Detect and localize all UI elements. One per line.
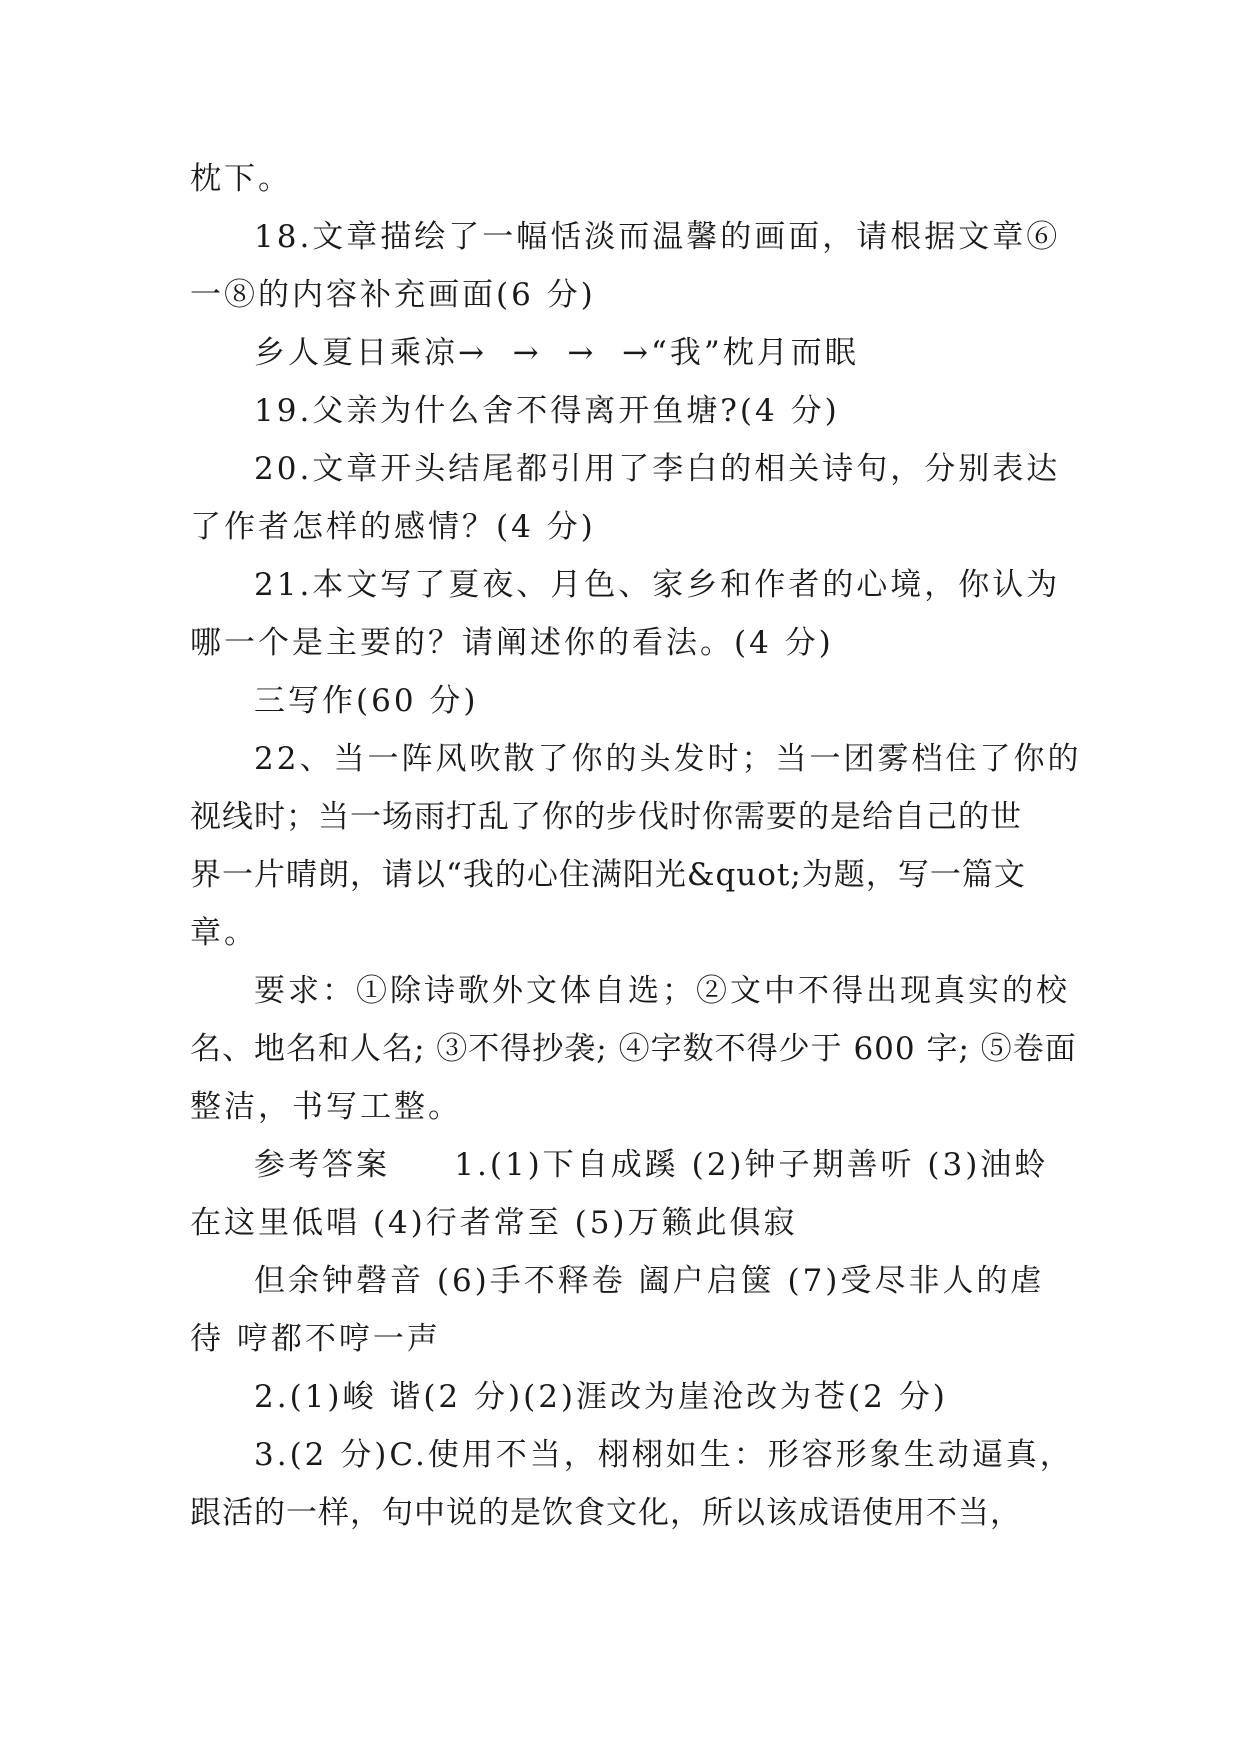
text-line: 要求：①除诗歌外文体自选；②文中不得出现真实的校	[254, 973, 1070, 1009]
text-line: 哪一个是主要的？请阐述你的看法。(4 分)	[190, 625, 834, 661]
text-line: 20.文章开头结尾都引用了李白的相关诗句，分别表达	[254, 451, 1061, 487]
text-line: 一⑧的内容补充画面(6 分)	[190, 277, 596, 313]
text-line: 19.父亲为什么舍不得离开鱼塘?(4 分)	[254, 393, 840, 429]
text-line: 在这里低唱 (4)行者常至 (5)万籁此俱寂	[190, 1205, 798, 1241]
text-line: 跟活的一样，句中说的是饮食文化，所以该成语使用不当，	[190, 1495, 1022, 1531]
text-line: 枕下。	[190, 161, 292, 197]
text-line: 但余钟磬音 (6)手不释卷 阖户启箧 (7)受尽非人的虐	[254, 1263, 1045, 1299]
document-page	[190, 150, 1082, 1542]
text-line: 视线时；当一场雨打乱了你的步伐时你需要的是给自己的世	[190, 799, 1022, 835]
text-line: 2.(1)峻 谐(2 分)(2)涯改为崖沧改为苍(2 分)	[254, 1379, 948, 1415]
text-line: 21.本文写了夏夜、月色、家乡和作者的心境，你认为	[254, 567, 1061, 603]
text-line: 待 哼都不哼一声	[190, 1321, 441, 1357]
text-line: 整洁，书写工整。	[190, 1089, 462, 1125]
text-line: 界一片晴朗，请以“我的心住满阳光&quot;为题，写一篇文	[190, 857, 1026, 893]
text-line: 18.文章描绘了一幅恬淡而温馨的画面，请根据文章⑥	[254, 219, 1061, 255]
text-line: 了作者怎样的感情？(4 分)	[190, 509, 596, 545]
section-heading: 三写作(60 分)	[254, 683, 479, 719]
text-line: 22、当一阵风吹散了你的头发时；当一团雾档住了你的	[254, 741, 1082, 777]
text-line: 乡人夏日乘凉→ → → →“我”枕月而眠	[254, 335, 859, 371]
text-line: 章。	[190, 915, 258, 951]
text-line: 3.(2 分)C.使用不当，栩栩如生：形容形象生动逼真，	[254, 1437, 1074, 1473]
text-line: 名、地名和人名; ③不得抄袭; ④字数不得少于 600 字; ⑤卷面	[190, 1031, 1077, 1067]
answer-heading-line: 参考答案 1.(1)下自成蹊 (2)钟子期善听 (3)油蛉	[254, 1147, 1049, 1183]
